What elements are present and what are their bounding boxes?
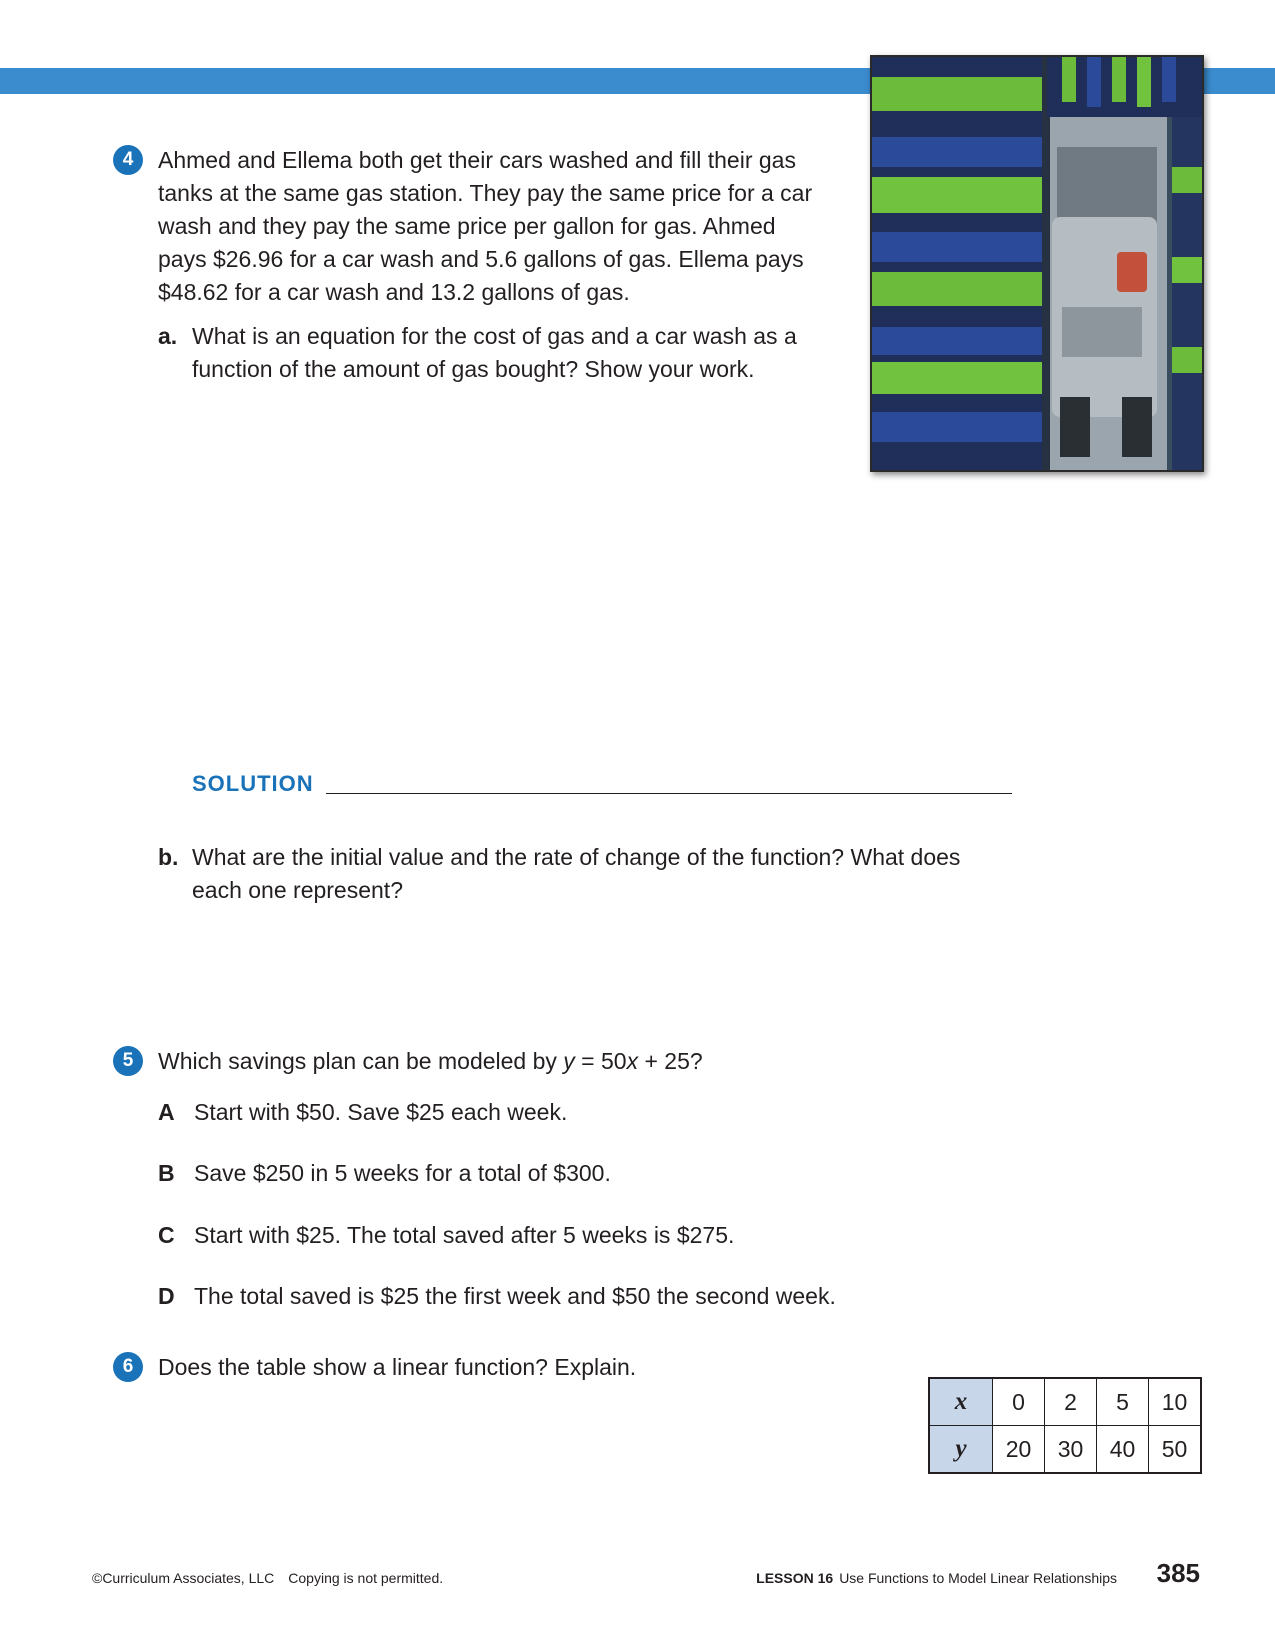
question-4-line: pays $26.96 for a car wash and 5.6 gallons of gas. Ellema pays bbox=[158, 246, 804, 272]
table-header-y: y bbox=[929, 1426, 993, 1474]
table-header-x: x bbox=[929, 1378, 993, 1426]
question-number-6: 6 bbox=[113, 1352, 143, 1382]
question-4-line: wash and they pay the same price per gallon for gas. Ahmed bbox=[158, 213, 776, 239]
page-number: 385 bbox=[1156, 1558, 1200, 1588]
choice-letter-d[interactable]: D bbox=[158, 1283, 175, 1309]
choice-text-d[interactable]: The total saved is $25 the first week and $50 the second week. bbox=[194, 1283, 836, 1309]
table-cell: 5 bbox=[1097, 1378, 1149, 1426]
table-row-y bbox=[929, 1426, 1201, 1474]
footer-left bbox=[92, 1570, 457, 1586]
part-a-label: a. bbox=[158, 323, 178, 349]
choice-text-b[interactable]: Save $250 in 5 weeks for a total of $300. bbox=[194, 1160, 611, 1186]
choice-letter-a[interactable]: A bbox=[158, 1099, 175, 1125]
equation-x: x bbox=[626, 1048, 639, 1074]
question-number-4: 4 bbox=[113, 145, 143, 175]
choice-letter-b[interactable]: B bbox=[158, 1160, 175, 1186]
table-cell: 2 bbox=[1045, 1378, 1097, 1426]
part-b-label: b. bbox=[158, 844, 179, 870]
question-4-text bbox=[158, 144, 838, 309]
part-b-text bbox=[192, 841, 1052, 907]
equation-y: y bbox=[563, 1048, 575, 1074]
copy-notice: Copying is not permitted. bbox=[288, 1570, 444, 1586]
table-row-x bbox=[929, 1378, 1201, 1426]
question-5-prompt bbox=[158, 1045, 958, 1078]
question-4-line: $48.62 for a car wash and 13.2 gallons of gas. bbox=[158, 279, 630, 305]
table-cell: 30 bbox=[1045, 1426, 1097, 1474]
choice-letter-c[interactable]: C bbox=[158, 1222, 175, 1248]
part-a-text bbox=[192, 320, 852, 386]
table-cell: 50 bbox=[1149, 1426, 1202, 1474]
solution-answer-line[interactable] bbox=[326, 793, 1012, 794]
question-6-prompt: Does the table show a linear function? Explain. bbox=[158, 1354, 637, 1380]
car-wash-photo-icon bbox=[870, 55, 1204, 472]
question-4-line: Ahmed and Ellema both get their cars washed and fill their gas bbox=[158, 147, 796, 173]
table-cell: 40 bbox=[1097, 1426, 1149, 1474]
equation-middle: = 50 bbox=[574, 1048, 627, 1074]
question-4-line: tanks at the same gas station. They pay the same price for a car bbox=[158, 180, 813, 206]
solution-label: SOLUTION bbox=[192, 771, 314, 796]
choice-text-a[interactable]: Start with $50. Save $25 each week. bbox=[194, 1099, 568, 1125]
footer-lesson bbox=[756, 1570, 1117, 1586]
table-cell: 0 bbox=[993, 1378, 1045, 1426]
part-a-line: What is an equation for the cost of gas and a car wash as a bbox=[192, 323, 797, 349]
table-cell: 20 bbox=[993, 1426, 1045, 1474]
lesson-number: LESSON 16 bbox=[756, 1570, 834, 1586]
choice-text-c[interactable]: Start with $25. The total saved after 5 weeks is $275. bbox=[194, 1222, 735, 1248]
xy-table bbox=[928, 1377, 1202, 1474]
lesson-title: Use Functions to Model Linear Relationships bbox=[839, 1570, 1117, 1586]
copyright-text: ©Curriculum Associates, LLC bbox=[92, 1570, 275, 1586]
part-b-line: What are the initial value and the rate of change of the function? What does bbox=[192, 844, 961, 870]
prompt-prefix: Which savings plan can be modeled by bbox=[158, 1048, 564, 1074]
table-cell: 10 bbox=[1149, 1378, 1202, 1426]
part-a-line: function of the amount of gas bought? Show your work. bbox=[192, 356, 755, 382]
question-number-5: 5 bbox=[113, 1046, 143, 1076]
equation-end: + 25? bbox=[638, 1048, 703, 1074]
part-b-line: each one represent? bbox=[192, 877, 403, 903]
